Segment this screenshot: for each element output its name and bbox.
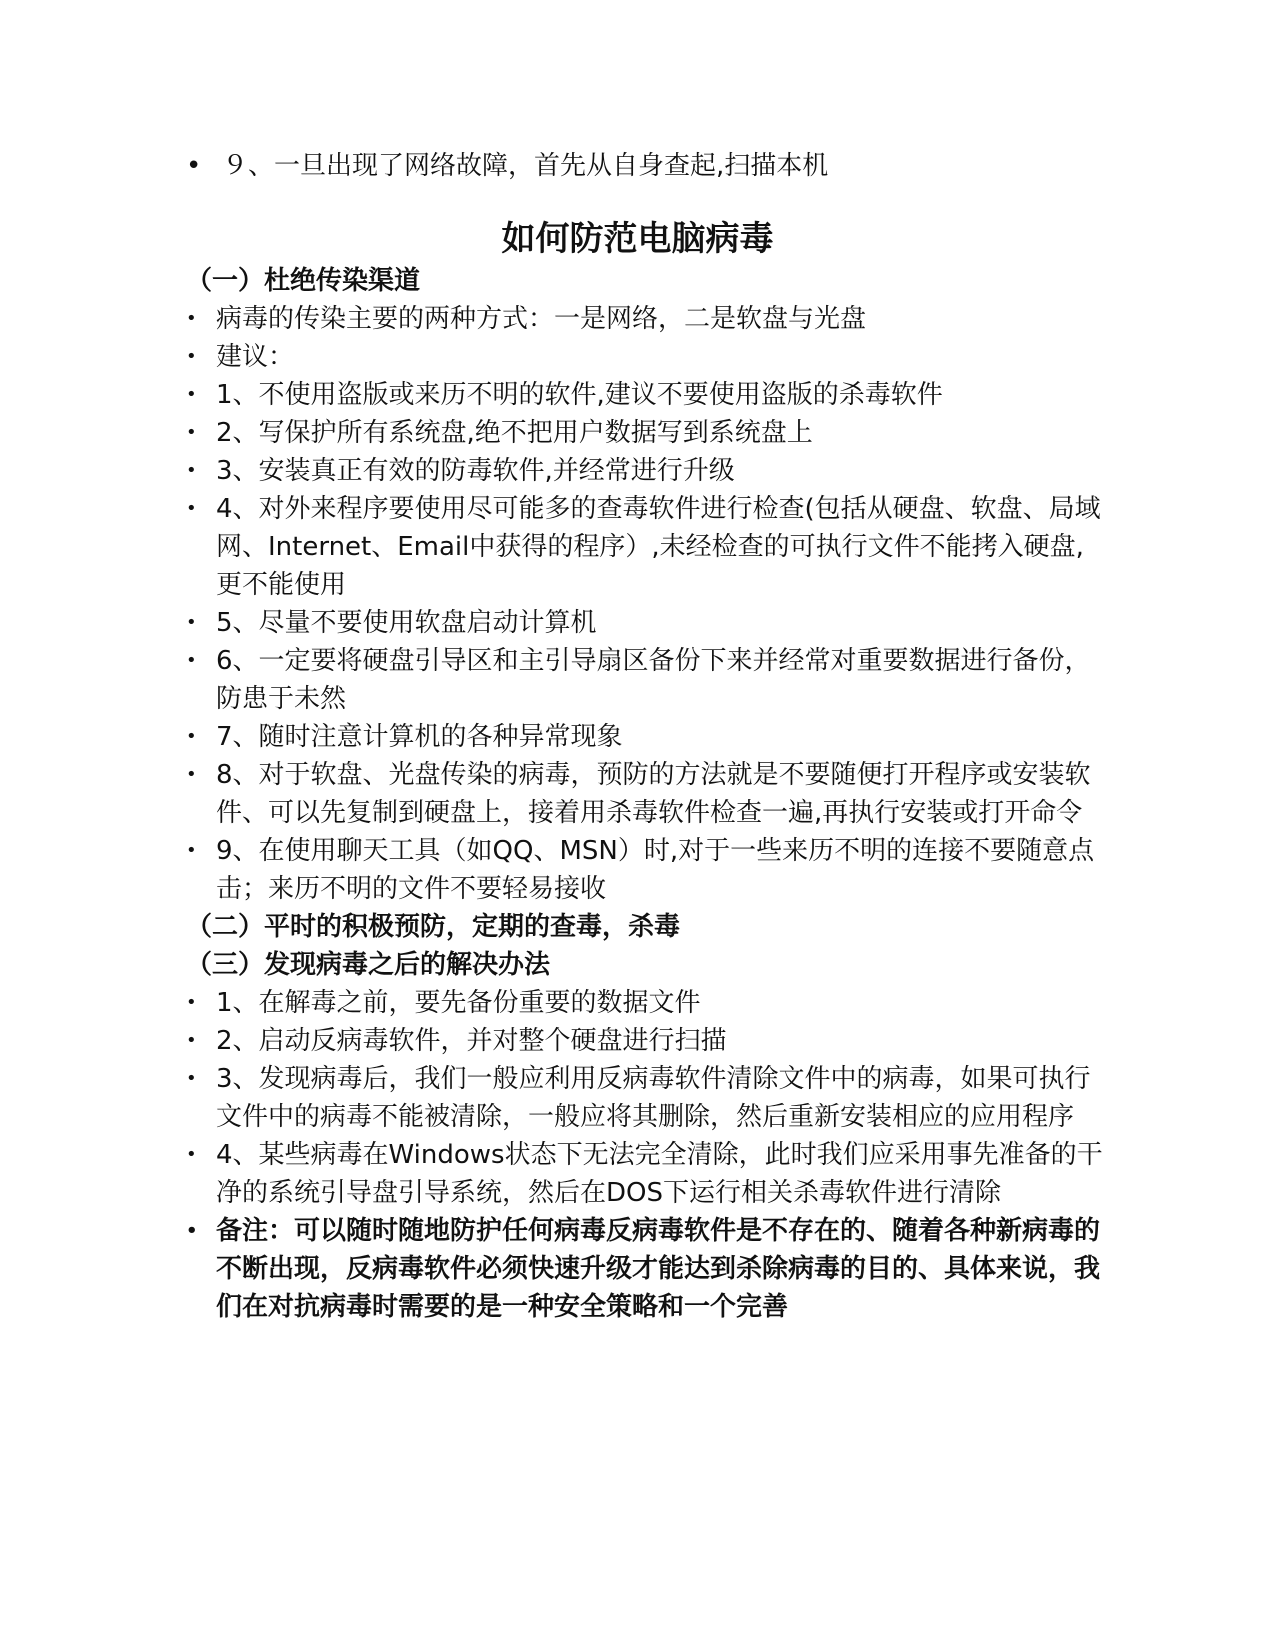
bullet: • [186,726,197,747]
list-item-text: 2、写保护所有系统盘,绝不把用户数据写到系统盘上 [216,418,813,448]
list-item [186,414,1106,452]
list-item-text: 8、对于软盘、光盘传染的病毒，预防的方法就是不要随便打开程序或安装软件、可以先复制到硬盘上，接着用杀毒软件检查一遍,再执行安装或打开命令 [216,760,1091,828]
list-item-text: 9、在使用聊天工具（如QQ、MSN）时,对于一些来历不明的连接不要随意点击；来历不明的文件不要轻易接收 [216,836,1095,904]
list-item [186,642,1106,718]
list-item [186,984,1106,1022]
list-item [186,376,1106,414]
list-item-network-fault [186,148,828,184]
bullet: • [186,764,197,785]
list-item-text: ９、一旦出现了网络故障，首先从自身查起,扫描本机 [222,151,829,181]
bullet: • [186,422,197,443]
list-item-text: 病毒的传染主要的两种方式：一是网络，二是软盘与光盘 [216,304,867,334]
bullet: • [186,992,197,1013]
bullet: • [186,1030,197,1051]
list-item [186,604,1106,642]
list-item-text: 6、一定要将硬盘引导区和主引导扇区备份下来并经常对重要数据进行备份，防患于未然 [216,646,1091,714]
bullet: • [186,1068,197,1089]
bullet: • [186,1144,197,1165]
list-item [186,718,1106,756]
note-text: 备注：可以随时随地防护任何病毒反病毒软件是不存在的、随着各种新病毒的不断出现，反病毒软件必须快速升级才能达到杀除病毒的目的、具体来说，我们在对抗病毒时需要的是一种安全策略和一个完善 [216,1216,1101,1322]
list-item [186,300,1106,338]
list-item-text: 建议： [216,342,295,372]
section-heading-3: （三）发现病毒之后的解决办法 [186,950,551,980]
note-item [186,1212,1106,1326]
list-item-text: 4、对外来程序要使用尽可能多的查毒软件进行检查(包括从硬盘、软盘、局域网、Internet、Email中获得的程序）,未经检查的可执行文件不能拷入硬盘,更不能使用 [216,494,1101,600]
bullet: • [186,460,197,481]
list-item [186,756,1106,832]
bullet: • [186,498,197,519]
list-item-text: 3、发现病毒后，我们一般应利用反病毒软件清除文件中的病毒，如果可执行文件中的病毒不能被清除，一般应将其删除，然后重新安装相应的应用程序 [216,1064,1091,1132]
bullet: • [186,151,202,181]
bullet: • [186,650,197,671]
bullet: • [186,384,197,405]
list-item-text: 4、某些病毒在Windows状态下无法完全清除，此时我们应采用事先准备的干净的系统引导盘引导系统，然后在DOS下运行相关杀毒软件进行清除 [216,1140,1103,1208]
list-item-text: 7、随时注意计算机的各种异常现象 [216,722,623,752]
list-item [186,1060,1106,1136]
bullet: • [186,308,197,329]
bullet: • [186,1220,198,1241]
list-item [186,338,1106,376]
bullet: • [186,840,197,861]
list-item [186,1022,1106,1060]
list-item-text: 1、不使用盗版或来历不明的软件,建议不要使用盗版的杀毒软件 [216,380,943,410]
list-item [186,452,1106,490]
page-title: 如何防范电脑病毒 [501,219,774,259]
document-body [186,262,1103,1326]
section-heading-2: （二）平时的积极预防，定期的查毒，杀毒 [186,912,681,942]
list-item-text: 1、在解毒之前，要先备份重要的数据文件 [216,988,701,1018]
list-item [186,490,1106,604]
list-item-text: 5、尽量不要使用软盘启动计算机 [216,608,597,638]
list-item [186,1136,1106,1212]
section-heading-1: （一）杜绝传染渠道 [186,266,421,296]
list-item [186,832,1106,908]
list-item-text: 2、启动反病毒软件，并对整个硬盘进行扫描 [216,1026,727,1056]
bullet: • [186,612,197,633]
bullet: • [186,346,197,367]
list-item-text: 3、安装真正有效的防毒软件,并经常进行升级 [216,456,735,486]
